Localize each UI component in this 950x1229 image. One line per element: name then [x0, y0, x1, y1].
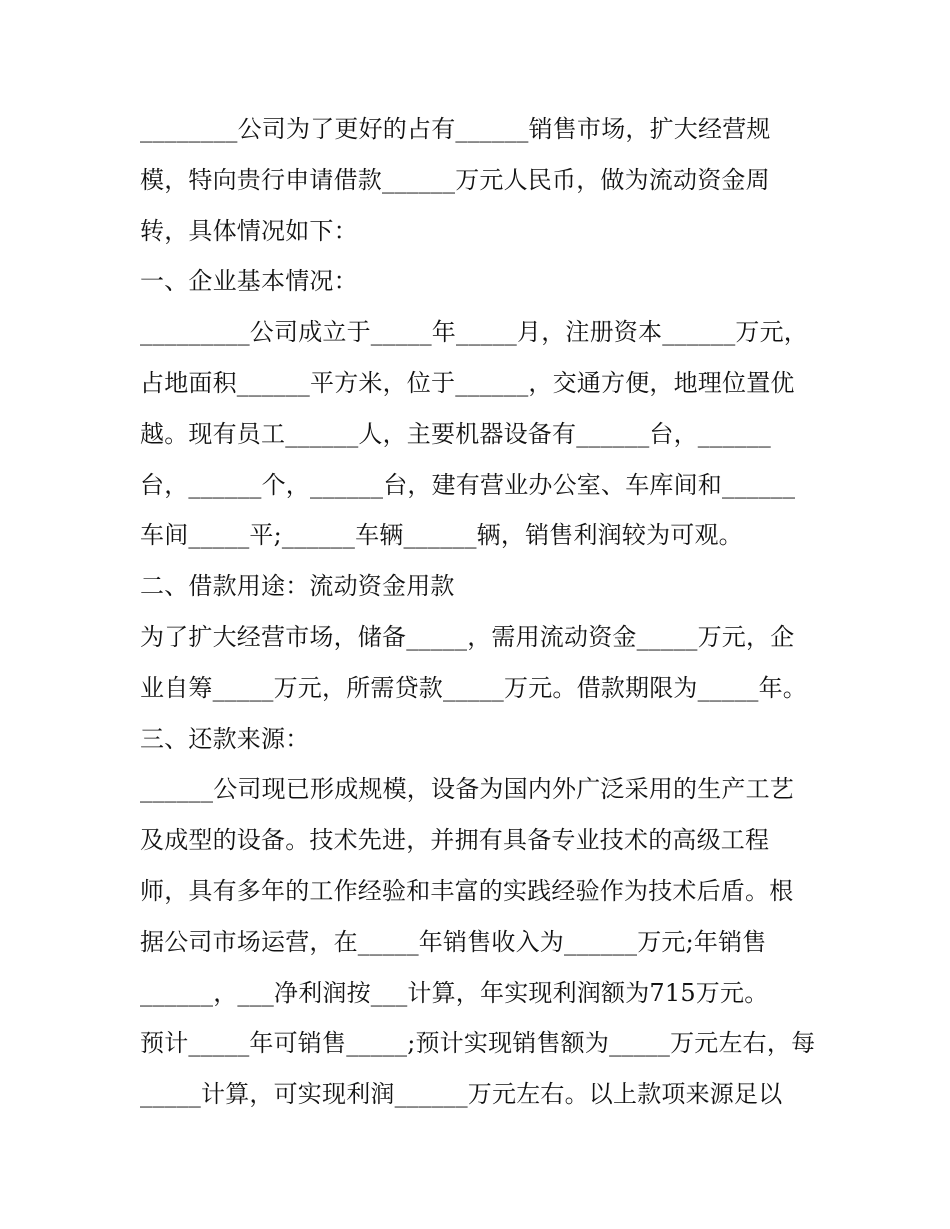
paragraph-line-basic-2: 占地面积______平方米，位于______，交通方便，地理位置优 — [140, 368, 795, 397]
paragraph-line-intro-1: ________公司为了更好的占有______销售市场，扩大经营规 — [140, 115, 771, 143]
paragraph-line-basic-5: 车间_____平;______车辆______辆，销售利润较为可观。 — [140, 521, 743, 550]
paragraph-line-repayment-2: 及成型的设备。技术先进，并拥有具备专业技术的高级工程 — [140, 826, 770, 855]
section-heading-repayment-source: 三、还款来源： — [140, 724, 310, 753]
section-heading-basic-info: 一、企业基本情况： — [140, 267, 358, 296]
paragraph-line-purpose-1: 为了扩大经营市场，储备_____，需用流动资金_____万元，企 — [140, 622, 795, 651]
paragraph-line-repayment-5: ______，___净利润按___计算，年实现利润额为715万元。 — [140, 978, 769, 1007]
paragraph-line-repayment-3: 师，具有多年的工作经验和丰富的实践经验作为技术后盾。根 — [140, 876, 794, 905]
section-heading-loan-purpose: 二、借款用途：流动资金用款 — [140, 572, 455, 601]
paragraph-line-repayment-6: 预计_____年可销售_____;预计实现销售额为_____万元左右，每 — [140, 1029, 816, 1058]
paragraph-line-repayment-7: _____计算，可实现利润______万元左右。以上款项来源足以 — [140, 1080, 783, 1109]
paragraph-line-basic-1: _________公司成立于_____年_____月，注册资本______万元， — [140, 318, 808, 347]
paragraph-line-intro-3: 转，具体情况如下： — [140, 216, 358, 245]
document-body — [140, 104, 820, 1120]
paragraph-line-repayment-1: ______公司现已形成规模，设备为国内外广泛采用的生产工艺 — [140, 775, 794, 804]
paragraph-line-purpose-2: 业自筹_____万元，所需贷款_____万元。借款期限为_____年。 — [140, 673, 807, 702]
paragraph-line-basic-4: 台，______个，______台，建有营业办公室、车库间和______ — [140, 470, 796, 499]
paragraph-line-repayment-4: 据公司市场运营，在_____年销售收入为______万元;年销售 — [140, 927, 767, 956]
paragraph-line-intro-2: 模，特向贵行申请借款______万元人民币，做为流动资金周 — [140, 165, 770, 194]
paragraph-line-basic-3: 越。现有员工______人，主要机器设备有______台，______ — [140, 419, 771, 448]
